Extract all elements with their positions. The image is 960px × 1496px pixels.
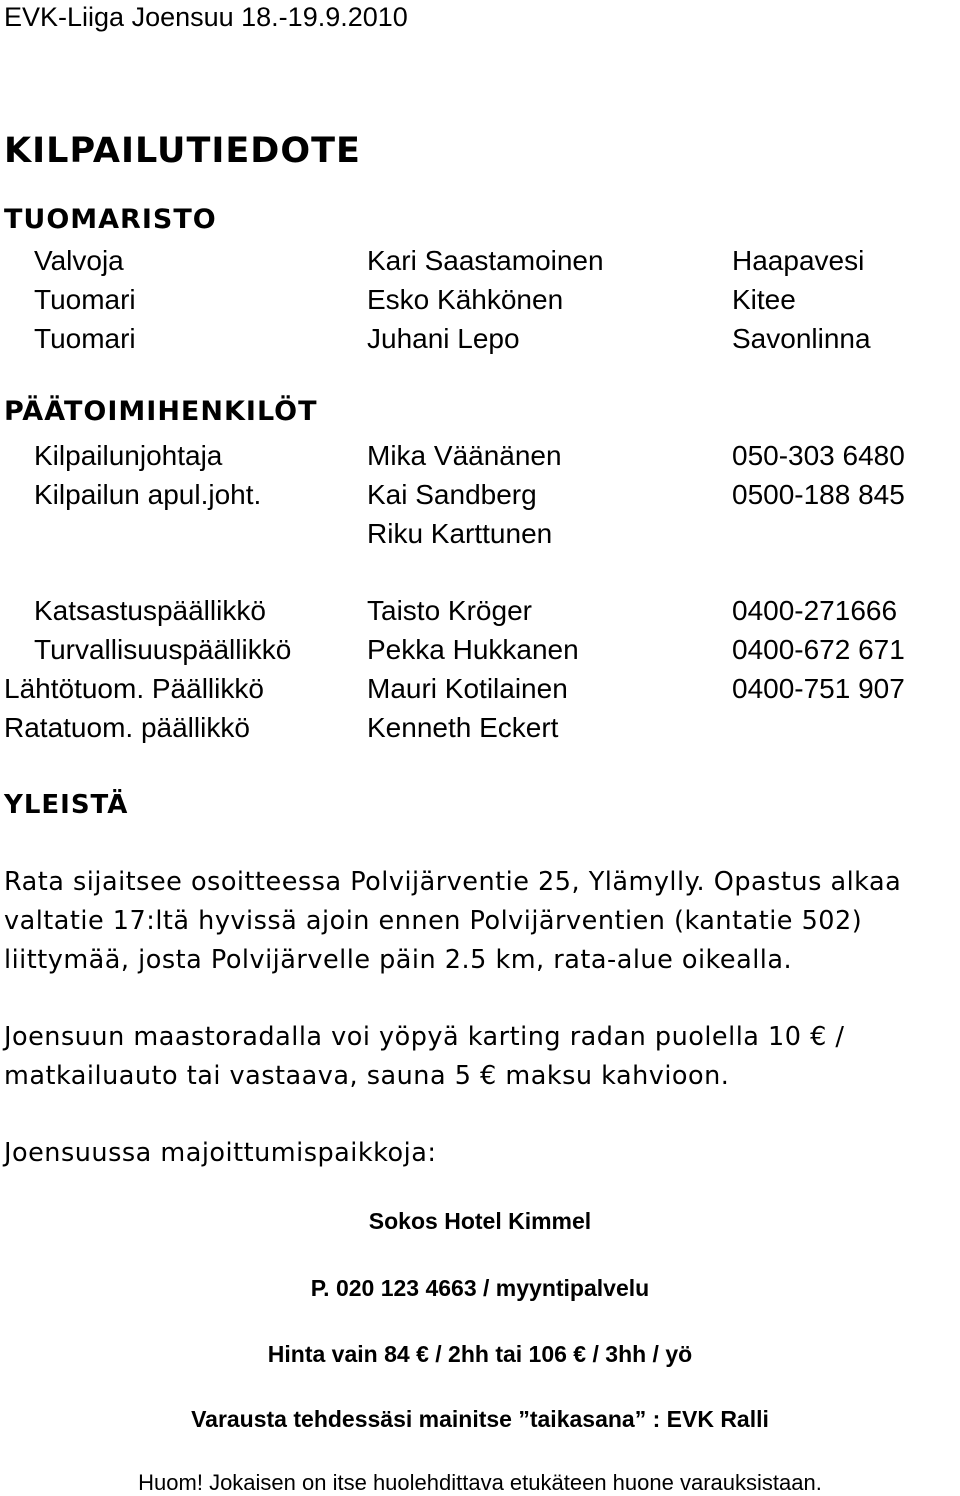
hotel-phone: P. 020 123 4663 / myyntipalvelu — [310, 1275, 650, 1301]
table-row-role: Turvallisuuspäällikkö — [34, 634, 292, 665]
table-row-role: Katsastuspäällikkö — [34, 595, 266, 626]
table-row-place: Savonlinna — [732, 323, 871, 354]
table-row-name: Mika Väänänen — [367, 440, 562, 471]
paragraph-line: Rata sijaitsee osoitteessa Polvijärventie 25, Ylämylly. Opastus alkaa — [4, 867, 902, 897]
hotel-note: Huom! Jokaisen on itse huolehdittava etukäteen huone varauksistaan. — [138, 1470, 822, 1495]
tuomaristo-heading: TUOMARISTO — [4, 204, 217, 235]
table-row-name: Juhani Lepo — [367, 323, 520, 354]
hotel-booking-keyword: Varausta tehdessäsi mainitse ”taikasana” : EVK Ralli — [191, 1406, 769, 1432]
table-row-place: Haapavesi — [732, 245, 865, 276]
table-row-name: Mauri Kotilainen — [367, 673, 568, 704]
paatoimihenkilot-heading: PÄÄTOIMIHENKILÖT — [4, 396, 318, 427]
table-row-role: Kilpailunjohtaja — [34, 440, 223, 471]
hotel-name: Sokos Hotel Kimmel — [368, 1208, 592, 1234]
event-title: EVK-Liiga Joensuu 18.-19.9.2010 — [4, 2, 408, 32]
table-row-name: Pekka Hukkanen — [367, 634, 579, 665]
table-row-name: Riku Karttunen — [367, 518, 553, 549]
table-row-role: Tuomari — [34, 284, 136, 315]
table-row-role: Kilpailun apul.joht. — [34, 479, 262, 510]
table-row-phone: 050-303 6480 — [732, 440, 905, 471]
table-row-role: Tuomari — [34, 323, 136, 354]
paragraph-line: matkailuauto tai vastaava, sauna 5 € maksu kahvioon. — [4, 1061, 730, 1091]
table-row-name: Kari Saastamoinen — [367, 245, 604, 276]
table-row-phone: 0400-751 907 — [732, 673, 905, 704]
table-row-role: Valvoja — [34, 245, 124, 276]
table-row-name: Taisto Kröger — [367, 595, 532, 626]
table-row-role: Lähtötuom. Päällikkö — [4, 673, 264, 704]
paragraph-line: Joensuun maastoradalla voi yöpyä karting radan puolella 10 € / — [4, 1022, 845, 1052]
table-row-role: Ratatuom. päällikkö — [4, 712, 250, 743]
paragraph-line: liittymää, josta Polvijärvelle päin 2.5 km, rata-alue oikealla. — [4, 945, 793, 975]
yleista-heading: YLEISTÄ — [4, 790, 129, 820]
hotel-price: Hinta vain 84 € / 2hh tai 106 € / 3hh / yö — [267, 1341, 693, 1367]
table-row-name: Kenneth Eckert — [367, 712, 559, 743]
accommodation-intro: Joensuussa majoittumispaikkoja: — [4, 1138, 437, 1168]
paragraph-line: valtatie 17:ltä hyvissä ajoin ennen Polvijärventien (kantatie 502) — [4, 906, 863, 936]
table-row-place: Kitee — [732, 284, 796, 315]
table-row-phone: 0400-672 671 — [732, 634, 905, 665]
document-title: KILPAILUTIEDOTE — [4, 131, 361, 171]
table-row-name: Kai Sandberg — [367, 479, 537, 510]
table-row-name: Esko Kähkönen — [367, 284, 564, 315]
table-row-phone: 0500-188 845 — [732, 479, 905, 510]
table-row-phone: 0400-271666 — [732, 595, 898, 626]
